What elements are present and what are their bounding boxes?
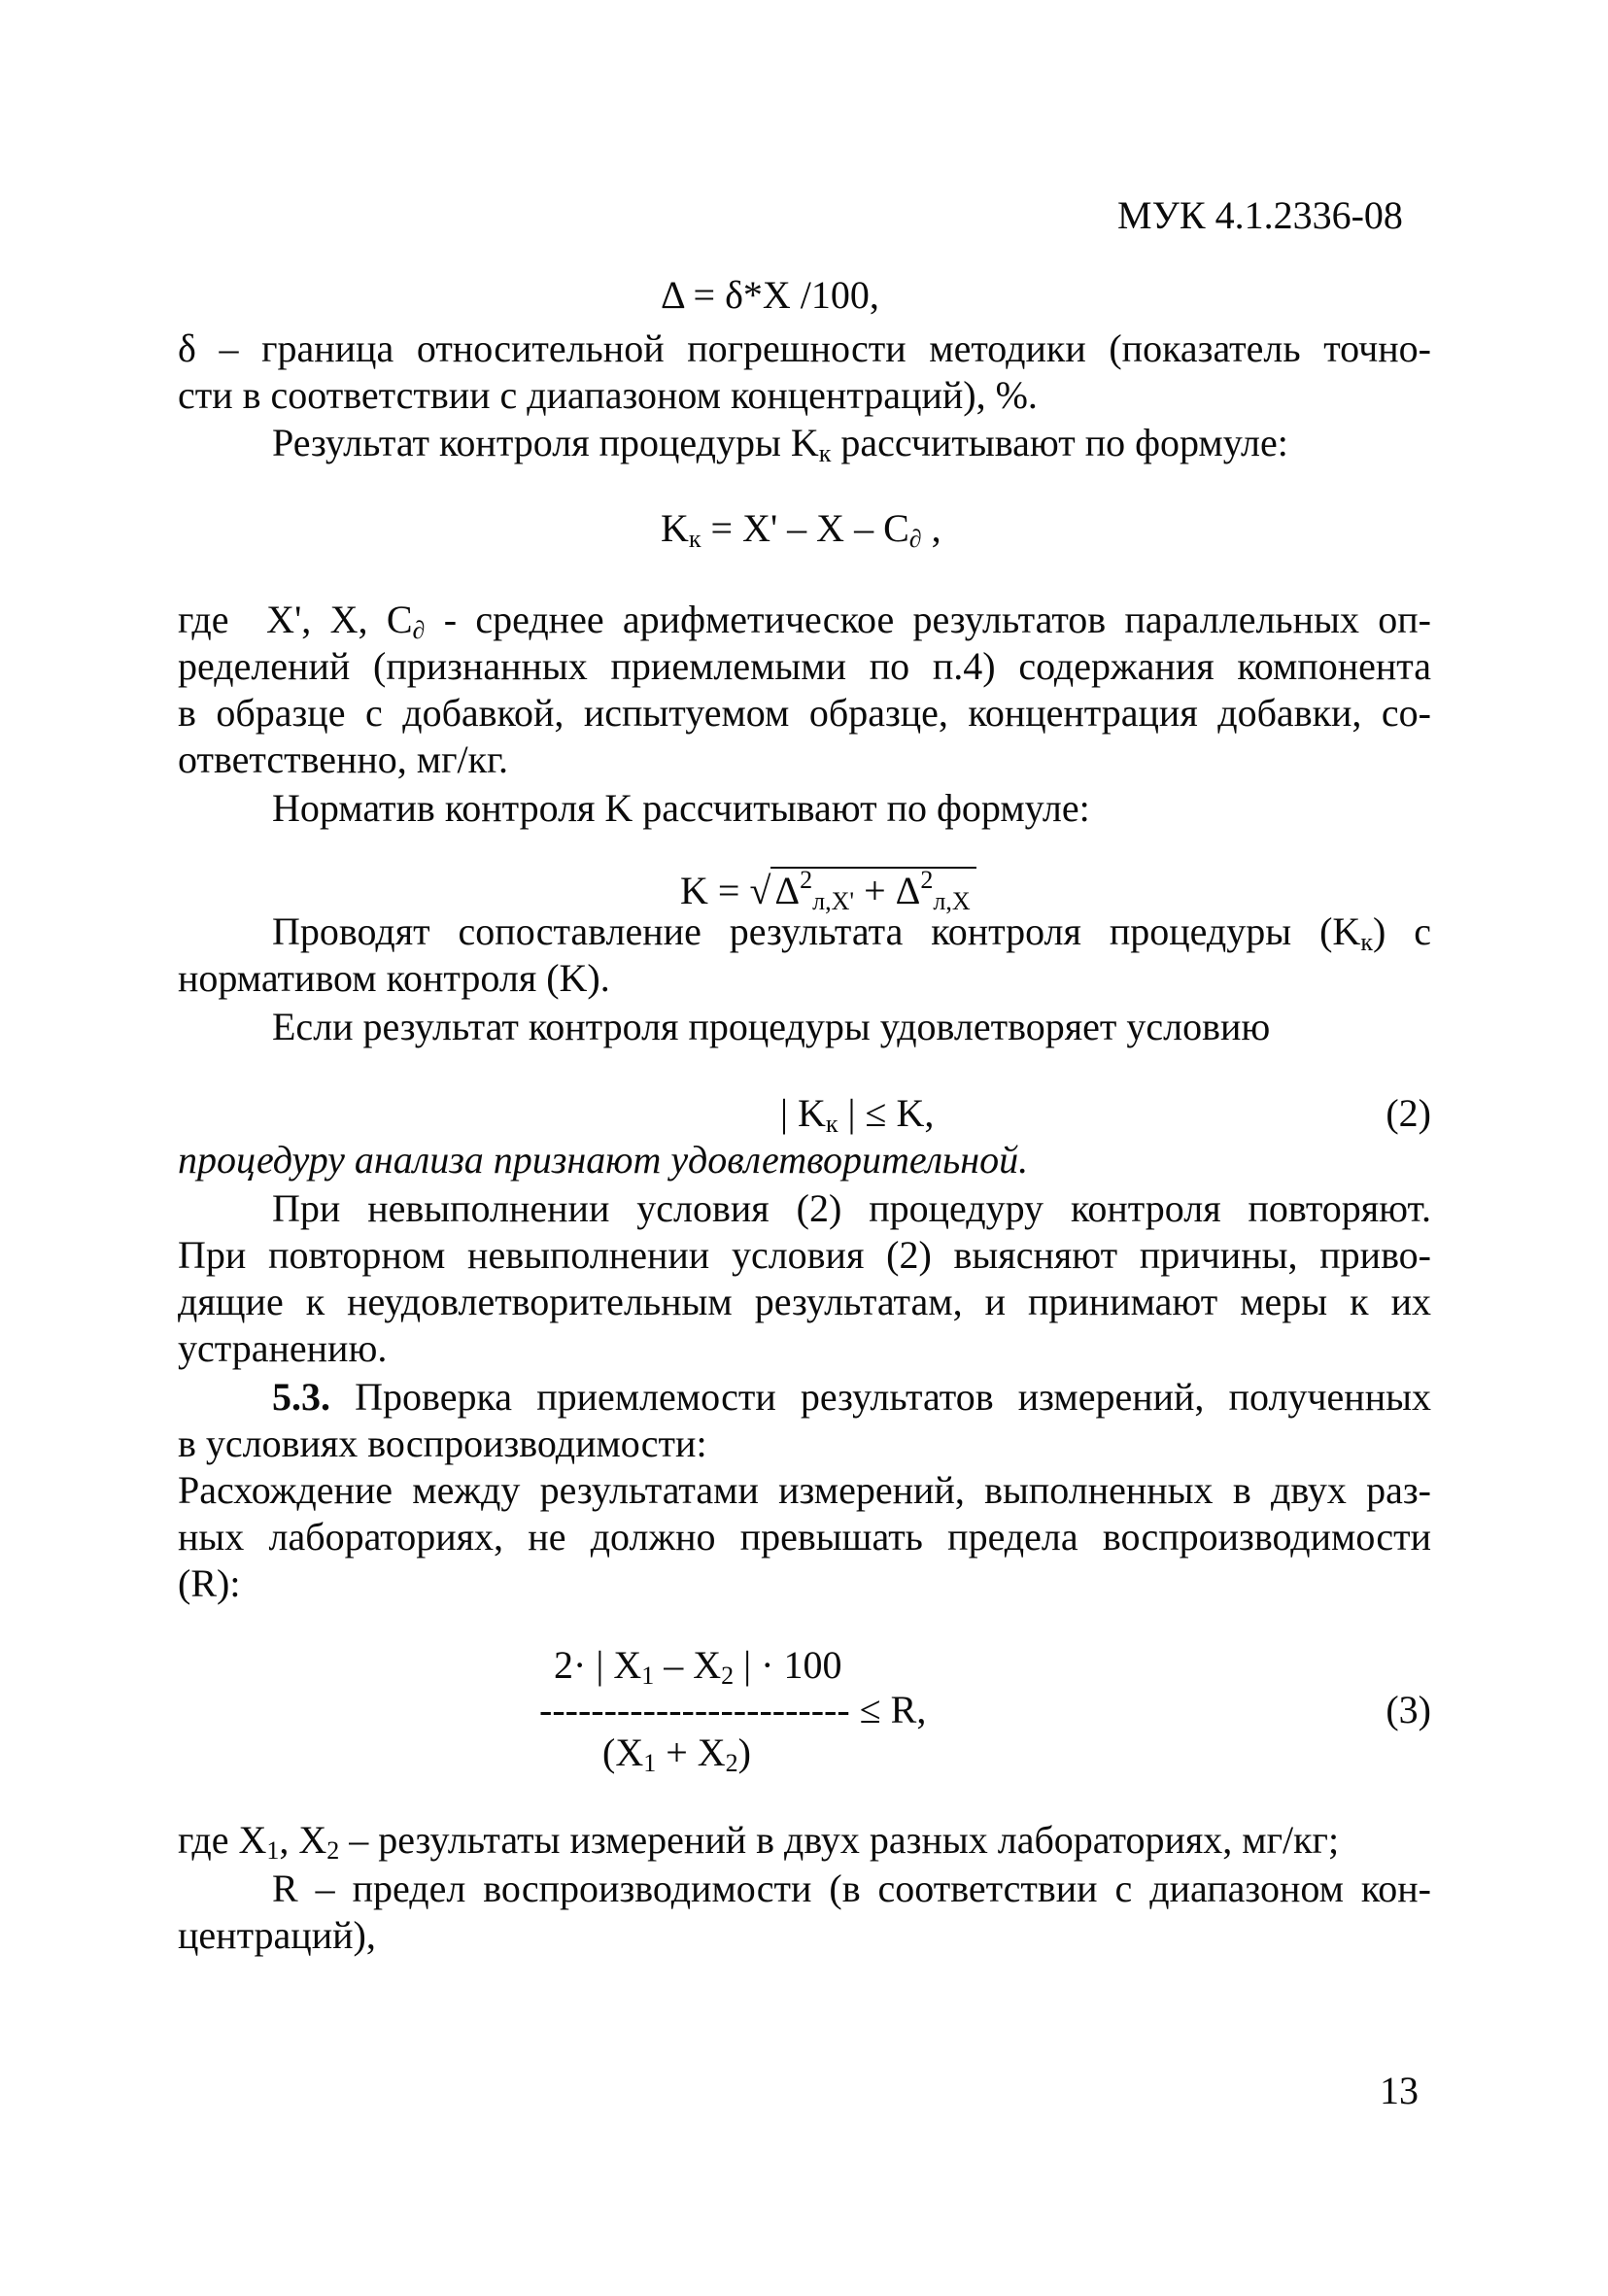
text-line: дящие к неудовлетворительным результатам, и принимают меры к их xyxy=(178,1280,1431,1323)
text-line: Результат контроля процедуры $K_к$ рассчитывают по формуле: xyxy=(272,421,1288,467)
formula-delta: Δ = δ*X /100, xyxy=(661,273,879,317)
section-5-3-heading: 5.3. Проверка приемлемости результатов измерений, полученных xyxy=(272,1375,1431,1419)
text-line: δ – граница относительной погрешности методики (показатель точно- xyxy=(178,326,1431,370)
text-line: сти в соответствии с диапазоном концентраций), %. xyxy=(178,373,1038,417)
text-line: где X', X, $C_\partial$ - среднее арифметическое результатов параллельных оп- xyxy=(178,598,1431,644)
text-line: устранению. xyxy=(178,1326,388,1370)
text-line: (R): xyxy=(178,1561,241,1605)
document-code-header: МУК 4.1.2336-08 xyxy=(1117,193,1403,237)
text-line: R – предел воспроизводимости (в соответствии с диапазоном кон- xyxy=(272,1867,1431,1910)
formula-condition-2: | $K_к$ | ≤ K, xyxy=(780,1091,935,1138)
text-line: Проводят сопоставление результата контроля процедуры $(K_к)$ с xyxy=(272,909,1431,956)
text-line: в образце с добавкой, испытуемом образце, концентрация добавки, со- xyxy=(178,691,1431,735)
text-line: ределений (признанных приемлемыми по п.4) содержания компонента xyxy=(178,644,1431,688)
text-line: центраций), xyxy=(178,1913,376,1957)
text-line: в условиях воспроизводимости: xyxy=(178,1422,707,1465)
text-line: Если результат контроля процедуры удовлетворяет условию xyxy=(272,1005,1271,1048)
text-line: Расхождение между результатами измерений, выполненных в двух раз- xyxy=(178,1468,1431,1512)
formula-k-lhs: K = xyxy=(680,869,750,912)
formula-kk: $K_к = X' - X - C_\partial$ , xyxy=(661,506,941,553)
formula-3-fraction-bar: ------------------------ ≤ R, xyxy=(539,1688,927,1731)
page-number: 13 xyxy=(1380,2069,1419,2112)
text-line: ных лабораториях, не должно превышать предела воспроизводимости xyxy=(178,1515,1431,1559)
text-line: При повторном невыполнении условия (2) выясняют причины, приво- xyxy=(178,1233,1431,1277)
equation-number-2: (2) xyxy=(1386,1091,1431,1135)
text-line: процедуру анализа признают удовлетворительной. xyxy=(178,1138,1029,1182)
formula-3-denominator: $(X_1 + X_2)$ xyxy=(602,1731,751,1777)
formula-k-radicand: $\Delta^2_{л,X'} + \Delta^2_{л,X}$ xyxy=(770,867,975,912)
text-line: При невыполнении условия (2) процедуру контроля повторяют. xyxy=(272,1186,1431,1230)
text-line: ответственно, мг/кг. xyxy=(178,737,508,781)
text-line: где $X_1$, $X_2$ – результаты измерений в двух разных лабораториях, мг/кг; xyxy=(178,1818,1340,1865)
text-line: Норматив контроля K рассчитывают по формуле: xyxy=(272,786,1090,830)
text-line: нормативом контроля (K). xyxy=(178,956,610,1000)
sqrt-sign: √ xyxy=(749,869,771,912)
equation-number-3: (3) xyxy=(1386,1688,1431,1731)
formula-3-numerator: 2· | $X_1 - X_2$ | · 100 xyxy=(554,1643,842,1690)
